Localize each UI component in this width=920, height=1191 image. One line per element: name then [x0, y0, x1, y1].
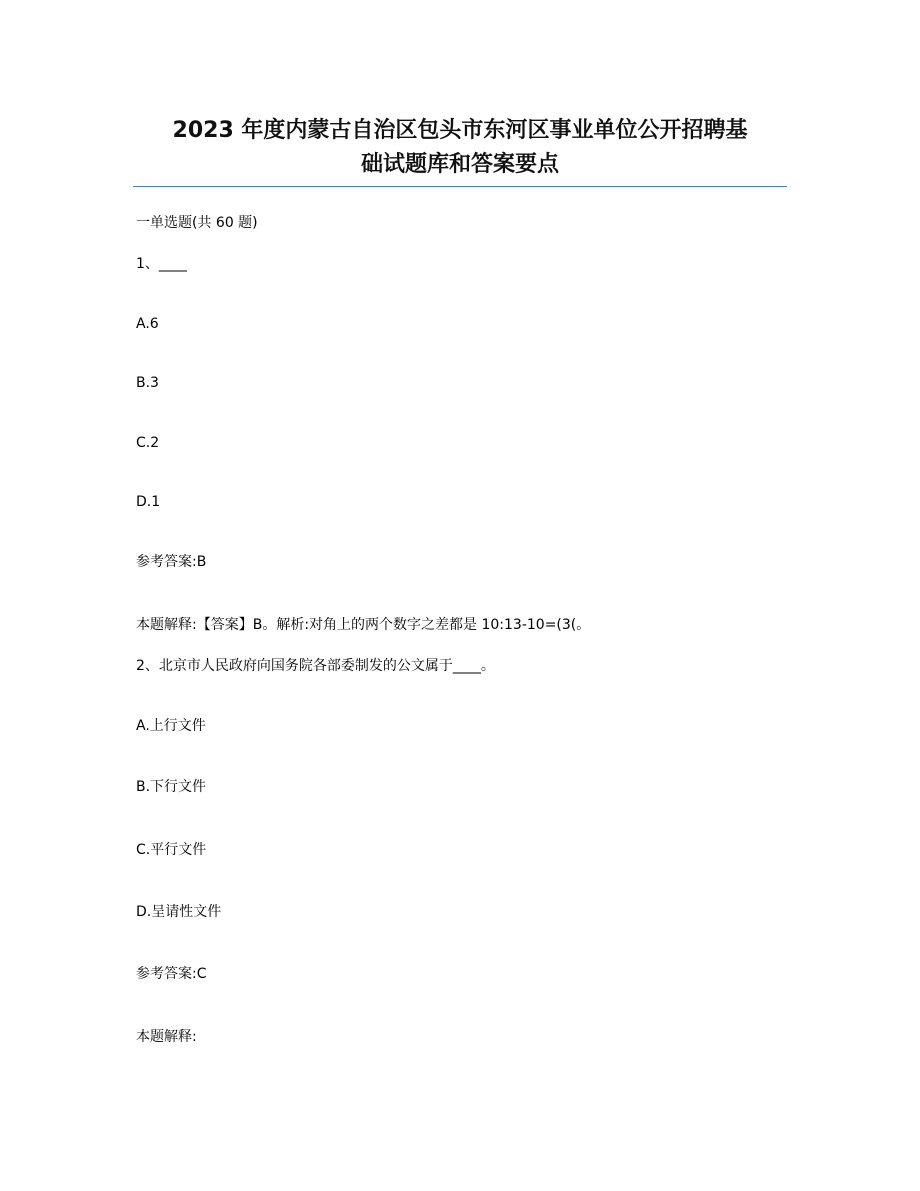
document-title — [133, 114, 787, 182]
question-2-explanation: 本题解释: — [136, 1029, 197, 1045]
question-1-answer: 参考答案:B — [136, 554, 207, 570]
question-2-option-b: B.下行文件 — [136, 779, 207, 795]
question-2-stem: 2、北京市人民政府向国务院各部委制发的公文属于____。 — [136, 658, 495, 674]
title-underline — [133, 186, 787, 187]
question-2-answer: 参考答案:C — [136, 966, 207, 982]
question-1-option-a: A.6 — [136, 316, 159, 332]
question-2-option-d: D.呈请性文件 — [136, 904, 222, 920]
question-1-explanation: 本题解释:【答案】B。解析:对角上的两个数字之差都是 10:13-10=(3(。 — [136, 617, 591, 633]
question-1-option-b: B.3 — [136, 375, 159, 391]
question-2-option-a: A.上行文件 — [136, 718, 206, 734]
section-title: 一单选题(共 60 题) — [136, 215, 258, 231]
question-1-stem: 1、____ — [136, 256, 187, 272]
document-title-line-1: 2023 年度内蒙古自治区包头市东河区事业单位公开招聘基 — [172, 118, 748, 143]
question-2-option-c: C.平行文件 — [136, 842, 207, 858]
question-1-option-d: D.1 — [136, 494, 161, 510]
document-title-line-2: 础试题库和答案要点 — [360, 152, 559, 177]
question-1-option-c: C.2 — [136, 435, 160, 451]
